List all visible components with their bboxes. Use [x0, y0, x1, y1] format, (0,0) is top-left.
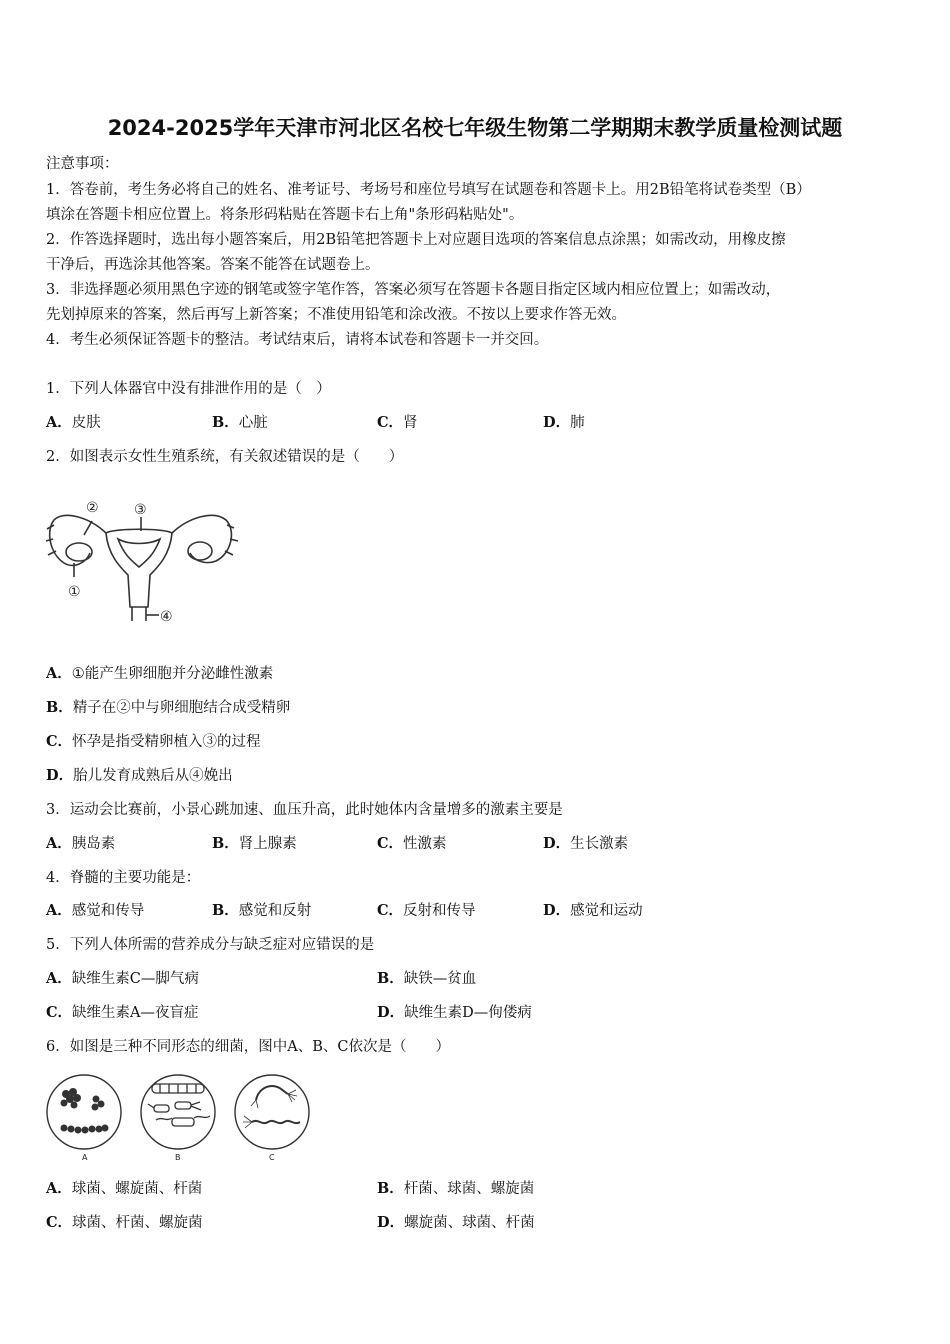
option-b [212, 832, 297, 853]
option-a [46, 1177, 202, 1198]
figure-label: B [175, 1153, 181, 1162]
notice-line: 4．考生必须保证答题卡的整洁。考试结束后，请将本试卷和答题卡一并交回。 [46, 332, 549, 348]
option-text: 精子在②中与卵细胞结合成受精卵 [72, 700, 291, 716]
figure-label: ③ [134, 502, 147, 518]
question-stem: 6．如图是三种不同形态的细菌，图中A、B、C依次是（ ） [46, 1039, 450, 1055]
option-letter: D． [543, 414, 571, 431]
figure-label: A [82, 1153, 88, 1162]
option-text: 感觉和传导 [71, 903, 145, 919]
option-a [46, 662, 273, 683]
option-letter: B． [212, 835, 239, 852]
option-text: 感觉和反射 [238, 903, 312, 919]
question-stem: 4．脊髓的主要功能是： [46, 870, 201, 886]
notice-line: 填涂在答题卡相应位置上。将条形码粘贴在答题卡右上角"条形码粘贴处"。 [46, 207, 524, 223]
option-text: 生长激素 [570, 836, 629, 852]
option-text: 胎儿发育成熟后从④娩出 [73, 768, 233, 784]
option-text: 肺 [570, 415, 585, 431]
option-letter: A． [46, 1180, 72, 1197]
option-d [543, 899, 643, 920]
option-text: 缺铁—贫血 [403, 971, 477, 987]
option-d [543, 832, 628, 853]
option-text: 皮肤 [71, 415, 101, 431]
option-text: 肾 [403, 415, 418, 431]
option-letter: A． [46, 835, 72, 852]
option-text: 螺旋菌、球菌、杆菌 [404, 1215, 535, 1231]
option-d [543, 411, 585, 432]
option-letter: C． [377, 902, 404, 919]
option-letter: A． [46, 970, 72, 987]
option-letter: B． [212, 414, 239, 431]
option-letter: C． [46, 733, 73, 750]
option-text: 反射和传导 [403, 903, 476, 919]
question-stem: 5．下列人体所需的营养成分与缺乏症对应错误的是 [46, 937, 375, 953]
notice-heading: 注意事项： [46, 156, 119, 172]
option-c [46, 1211, 203, 1232]
option-text: 杆菌、球菌、螺旋菌 [403, 1181, 535, 1197]
option-d [377, 1211, 535, 1232]
option-a [46, 411, 101, 432]
option-text: 性激素 [403, 836, 447, 852]
option-a [46, 832, 115, 853]
option-c [46, 1001, 199, 1022]
option-text: 球菌、螺旋菌、杆菌 [71, 1181, 203, 1197]
option-letter: A． [46, 665, 72, 682]
bacteria-shapes-figure [44, 1072, 314, 1164]
option-text: 缺维生素D—佝偻病 [404, 1005, 532, 1021]
notice-line: 1．答卷前，考生务必将自己的姓名、准考证号、考场号和座位号填写在试题卷和答题卡上。用2B铅笔将试卷类型（B） [46, 182, 811, 198]
option-text: ①能产生卵细胞并分泌雌性激素 [71, 666, 274, 682]
option-letter: C． [46, 1004, 73, 1021]
option-c [377, 832, 447, 853]
option-letter: A． [46, 414, 72, 431]
option-letter: B． [377, 1180, 404, 1197]
option-text: 心脏 [238, 415, 268, 431]
question-stem: 2．如图表示女性生殖系统，有关叙述错误的是（ ） [46, 449, 404, 465]
option-d [377, 1001, 532, 1022]
option-letter: D． [377, 1214, 405, 1231]
option-text: 球菌、杆菌、螺旋菌 [72, 1215, 203, 1231]
option-letter: D． [46, 767, 74, 784]
notice-line: 先划掉原来的答案，然后再写上新答案；不准使用铅笔和涂改液。不按以上要求作答无效。 [46, 307, 626, 323]
figure-label: ① [68, 584, 81, 600]
notice-line: 干净后，再选涂其他答案。答案不能答在试题卷上。 [46, 257, 380, 273]
figure-label: C [269, 1153, 275, 1162]
option-letter: B． [46, 699, 73, 716]
option-c [46, 730, 261, 751]
option-letter: A． [46, 902, 72, 919]
option-b [46, 696, 290, 717]
option-letter: C． [377, 414, 404, 431]
option-b [212, 411, 268, 432]
option-b [377, 967, 476, 988]
option-text: 肾上腺素 [238, 836, 297, 852]
option-c [377, 411, 418, 432]
option-d [46, 764, 233, 785]
option-text: 缺维生素C—脚气病 [71, 971, 199, 987]
option-letter: D． [543, 902, 571, 919]
question-stem: 3．运动会比赛前，小景心跳加速、血压升高，此时她体内含量增多的激素主要是 [46, 802, 563, 818]
option-letter: C． [377, 835, 404, 852]
option-b [212, 899, 311, 920]
option-a [46, 899, 144, 920]
option-letter: B． [212, 902, 239, 919]
option-text: 胰岛素 [71, 836, 116, 852]
female-reproductive-system-figure [44, 495, 244, 630]
option-text: 缺维生素A—夜盲症 [72, 1005, 199, 1021]
option-letter: B． [377, 970, 404, 987]
figure-label: ② [86, 500, 99, 516]
option-letter: C． [46, 1214, 73, 1231]
option-c [377, 899, 476, 920]
page-title: 2024-2025学年天津市河北区名校七年级生物第二学期期末教学质量检测试题 [107, 116, 843, 140]
option-text: 感觉和运动 [570, 903, 643, 919]
option-letter: D． [377, 1004, 405, 1021]
option-text: 怀孕是指受精卵植入③的过程 [72, 734, 261, 750]
option-a [46, 967, 199, 988]
figure-label: ④ [160, 609, 173, 625]
option-letter: D． [543, 835, 571, 852]
notice-line: 2．作答选择题时，选出每小题答案后，用2B铅笔把答题卡上对应题目选项的答案信息点涂黑；如需改动，用橡皮擦 [46, 232, 786, 248]
notice-line: 3．非选择题必须用黑色字迹的钢笔或签字笔作答，答案必须写在答题卡各题目指定区域内相应位置上；如需改动， [46, 282, 781, 298]
option-b [377, 1177, 534, 1198]
question-stem: 1．下列人体器官中没有排泄作用的是（ ） [46, 381, 331, 397]
